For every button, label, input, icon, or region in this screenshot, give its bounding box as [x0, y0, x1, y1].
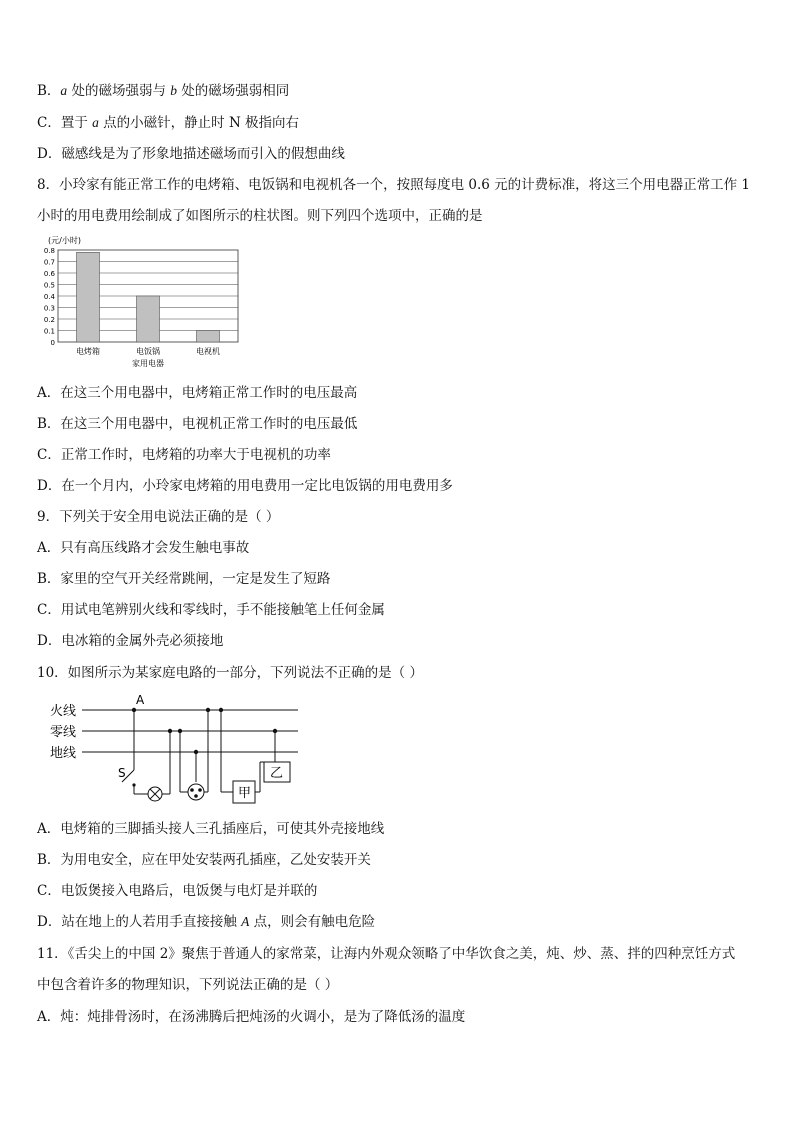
y-tick-label: 0.2 [43, 316, 55, 324]
y-tick-label: 0.1 [43, 327, 55, 336]
q11-option-a: A．炖：炖排骨汤时，在汤沸腾后把炖汤的火调小，是为了降低汤的温度 [37, 1009, 466, 1025]
q10-option-d-prefix: D．站在地上的人若用手直接接触 [37, 914, 242, 930]
chart-x-tick-labels [76, 346, 220, 356]
y-tick-label: 0.7 [43, 258, 55, 267]
q10-option-d-post: 点，则会有触电危险 [249, 914, 376, 930]
q10-option-d [37, 913, 375, 931]
q10-stem: 10．如图所示为某家庭电路的一部分，下列说法不正确的是（ ） [37, 665, 423, 681]
neutral-wire-label: 零线 [50, 725, 77, 740]
bar-2 [197, 331, 220, 343]
point-a-label: A [136, 693, 145, 707]
q7-option-c-post: 点的小磁针，静止时 N 极指向右 [98, 115, 300, 131]
live-wire-label: 火线 [50, 704, 77, 719]
chart-y-unit-label: (元/小时) [48, 236, 81, 245]
q8-option-c: C．正常工作时，电烤箱的功率大于电视机的功率 [37, 447, 331, 463]
q9-option-d: D．电冰箱的金属外壳必须接地 [37, 633, 224, 649]
q8-option-d: D．在一个月内，小玲家电烤箱的用电费用一定比电饭锅的用电费用多 [37, 478, 453, 494]
y-tick-label: 0.4 [43, 293, 55, 301]
switch-s-label: S [118, 766, 126, 780]
q8-stem-line2: 小时的用电费用绘制成了如图所示的柱状图。则下列四个选项中，正确的是 [37, 208, 483, 224]
q10-option-a: A．电烤箱的三脚插头接人三孔插座后，可使其外壳接地线 [37, 821, 385, 837]
y-tick-label: 0.8 [43, 247, 55, 255]
q11-stem-line2: 中包含着许多的物理知识，下列说法正确的是（ ） [37, 977, 339, 993]
q9-option-b: B．家里的空气开关经常跳闸，一定是发生了短路 [37, 571, 331, 587]
point-b-symbol: b [170, 83, 178, 98]
y-tick-label: 0.6 [43, 270, 55, 278]
chart-y-tick-labels [44, 247, 56, 347]
q7-option-c [37, 114, 299, 132]
y-tick-label: 0.5 [43, 281, 55, 290]
q10-option-b: B．为用电安全，应在甲处安装两孔插座，乙处安装开关 [37, 852, 371, 868]
point-a-symbol: a [92, 115, 99, 130]
electricity-cost-bar-chart [36, 232, 256, 372]
box-jia-label: 甲 [238, 786, 252, 801]
y-tick-label: 0.3 [43, 304, 55, 313]
point-a-symbol: A [241, 914, 250, 929]
q11-stem-line1: 11．《舌尖上的中国 2》聚焦于普通人的家常菜，让海内外观众领略了中华饮食之美，炖、炒、蒸、拌的四种烹饪方式 [37, 946, 736, 962]
q9-stem: 9．下列关于安全用电说法正确的是（ ） [37, 509, 280, 525]
q7-option-b-prefix: B． [37, 83, 61, 99]
q8-option-b: B．在这三个用电器中，电视机正常工作时的电压最低 [37, 416, 358, 432]
box-yi-label: 乙 [270, 766, 284, 781]
q7-option-b-post: 处的磁场强弱相同 [177, 83, 290, 99]
q7-option-b [37, 82, 289, 100]
ground-wire-label: 地线 [50, 746, 77, 761]
point-a-symbol: a [60, 83, 68, 98]
q9-option-c: C．用试电笔辨别火线和零线时，手不能接触笔上任何金属 [37, 602, 385, 618]
chart-x-axis-label: 家用电器 [132, 359, 164, 368]
q9-option-a: A．只有高压线路才会发生触电事故 [37, 540, 250, 556]
x-tick-label: 电视机 [196, 347, 220, 356]
q7-option-c-prefix: C．置于 [37, 115, 93, 131]
bar-0 [77, 252, 100, 342]
q8-stem-line1: 8．小玲家有能正常工作的电烤箱、电饭锅和电视机各一个，按照每度电 0.6 元的计费标准，将这三个用电器正常工作 1 [37, 177, 751, 193]
y-tick-label: 0 [50, 339, 55, 347]
bar-1 [137, 296, 160, 342]
q7-option-b-mid: 处的磁场强弱与 [67, 83, 171, 99]
chart-bars [77, 252, 220, 342]
x-tick-label: 电饭锅 [136, 347, 160, 356]
x-tick-label: 电烤箱 [76, 347, 100, 356]
q10-option-c: C．电饭煲接入电路后，电饭煲与电灯是并联的 [37, 883, 318, 899]
q8-option-a: A．在这三个用电器中，电烤箱正常工作时的电压最高 [37, 385, 358, 401]
household-circuit-diagram [40, 690, 310, 810]
q7-option-d: D．磁感线是为了形象地描述磁场而引入的假想曲线 [37, 146, 345, 162]
